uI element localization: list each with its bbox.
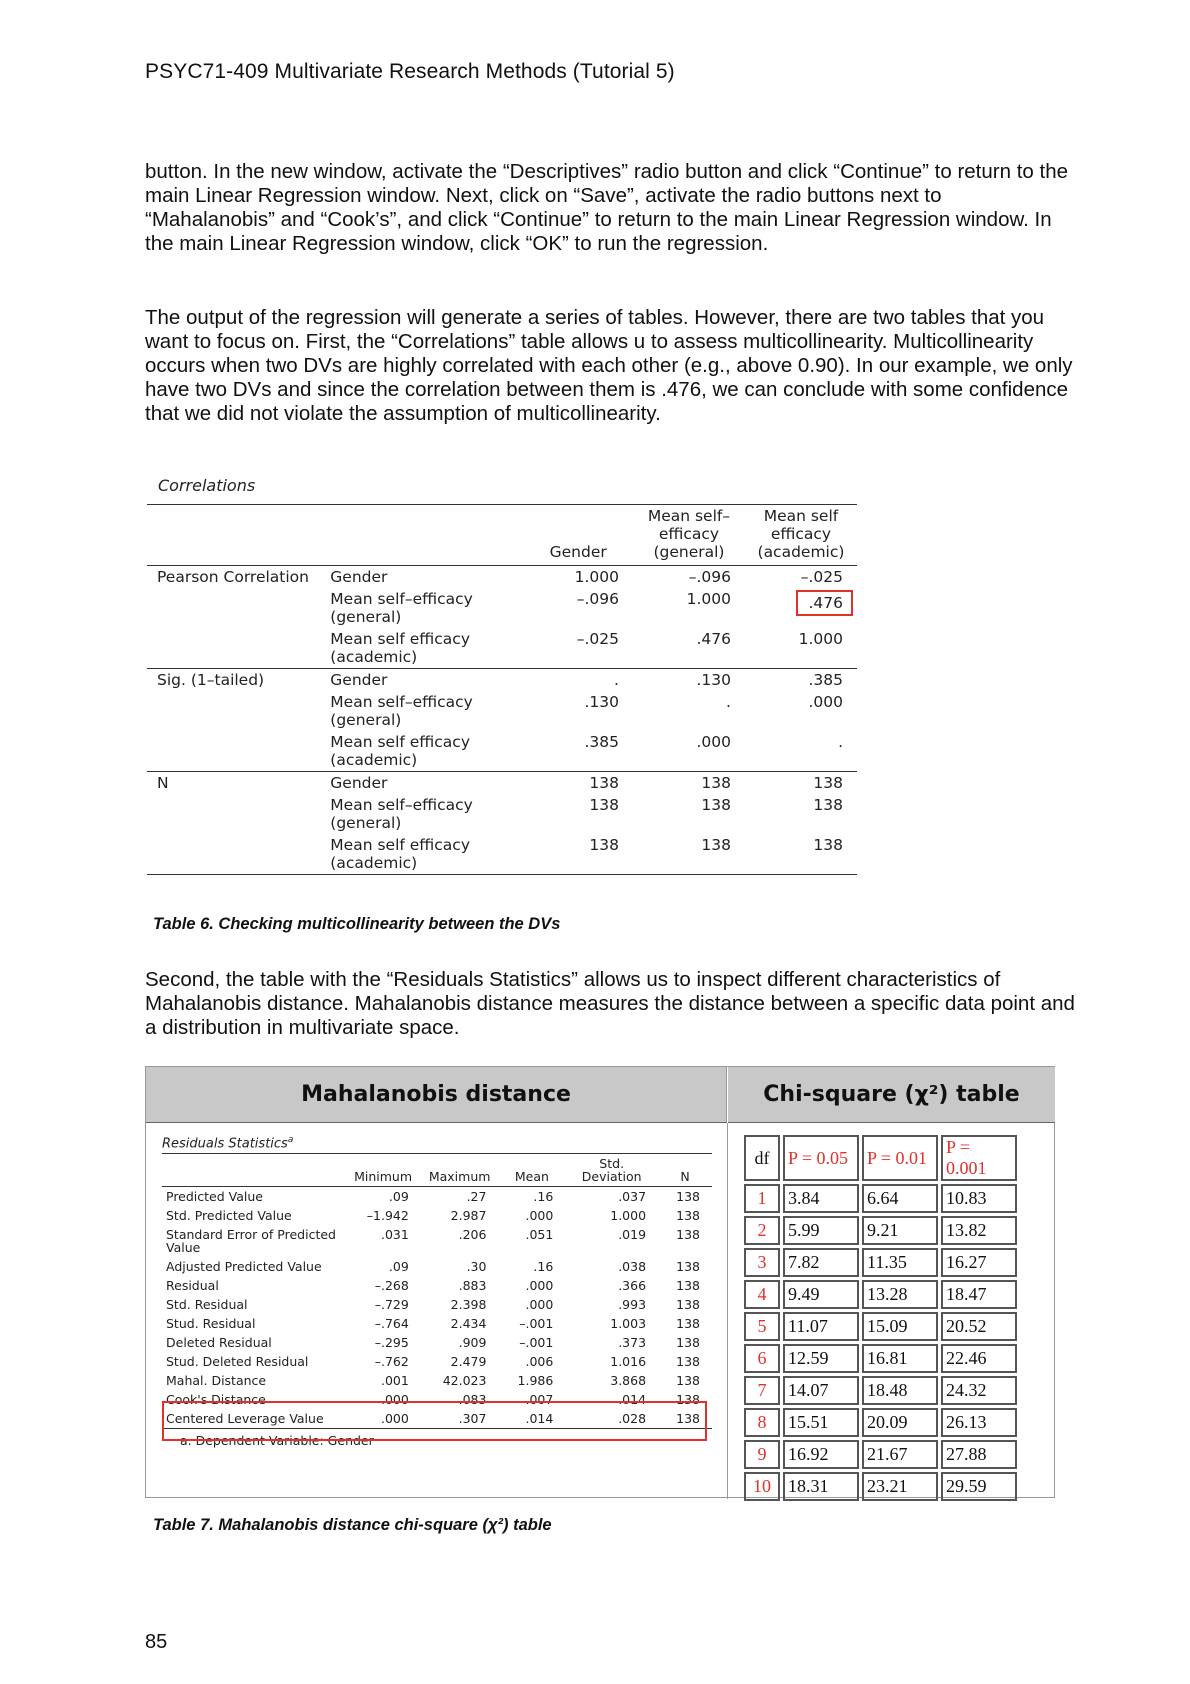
table-cell	[745, 588, 857, 628]
table-cell: –.025	[576, 630, 619, 648]
row-label: Gender	[330, 568, 388, 586]
table-cell: 1.016	[610, 1354, 647, 1369]
table-cell: 138	[813, 796, 843, 814]
table-cell: .037	[618, 1189, 647, 1204]
group-label: N	[157, 774, 169, 792]
table-row	[744, 1216, 1017, 1245]
critical-value-cell: 29.59	[941, 1472, 1017, 1501]
table-cell: 138	[676, 1335, 700, 1350]
table-cell: .000	[525, 1297, 554, 1312]
table-cell: .014	[618, 1392, 647, 1407]
table-cell: 138	[676, 1208, 700, 1223]
row-label: Mean self–efficacy (general)	[330, 796, 473, 832]
critical-value-cell: 26.13	[941, 1408, 1017, 1437]
row-label: Stud. Deleted Residual	[166, 1354, 309, 1369]
table-cell: 2.479	[450, 1354, 487, 1369]
critical-value-cell: 9.49	[783, 1280, 859, 1309]
table-cell: .130	[696, 671, 731, 689]
table-cell: 138	[701, 796, 731, 814]
critical-value-cell: 16.81	[862, 1344, 938, 1373]
col-header: N	[680, 1169, 690, 1184]
page-number: 85	[145, 1631, 168, 1653]
critical-value-cell: 24.32	[941, 1376, 1017, 1405]
df-cell: 7	[744, 1376, 780, 1405]
row-label: Std. Predicted Value	[166, 1208, 292, 1223]
table-cell: 2.398	[450, 1297, 487, 1312]
table-cell: 42.023	[442, 1373, 487, 1388]
row-label: Stud. Residual	[166, 1316, 256, 1331]
critical-value-cell: 7.82	[783, 1248, 859, 1277]
table-row	[744, 1248, 1017, 1277]
table-cell: .038	[618, 1259, 647, 1274]
table-cell: .993	[618, 1297, 647, 1312]
table-cell: –.295	[374, 1335, 409, 1350]
df-cell: 8	[744, 1408, 780, 1437]
critical-value-cell: 9.21	[862, 1216, 938, 1245]
table-row	[147, 731, 857, 772]
table-6-caption: Table 6. Checking multicollinearity between the DVs	[153, 915, 561, 933]
table-cell: .001	[380, 1373, 409, 1388]
df-cell: 4	[744, 1280, 780, 1309]
residuals-footnote: a. Dependent Variable: Gender	[180, 1433, 374, 1448]
table-cell: 138	[589, 774, 619, 792]
table-row	[744, 1440, 1017, 1469]
table-7-caption: Table 7. Mahalanobis distance chi-square (χ²) table	[153, 1516, 552, 1534]
table-row	[744, 1472, 1017, 1501]
row-label: Cook's Distance	[166, 1392, 266, 1407]
critical-value-cell: 5.99	[783, 1216, 859, 1245]
paragraph-residuals: Second, the table with the “Residuals Statistics” allows us to inspect different characteristics of Mahalanobis distance. Mahalanobis distance measures the distance between a specific data point and a distribution in multivariate space.	[145, 968, 1075, 1039]
group-label: Pearson Correlation	[157, 568, 309, 586]
table-row	[744, 1280, 1017, 1309]
group-label	[147, 691, 324, 731]
table-cell: .373	[618, 1335, 647, 1350]
row-label: Mean self efficacy (academic)	[330, 836, 470, 872]
critical-value-cell: 6.64	[862, 1184, 938, 1213]
table-row	[147, 628, 857, 669]
table-cell: .	[614, 671, 619, 689]
table-cell: 1.000	[574, 568, 619, 586]
row-label: Residual	[166, 1278, 219, 1293]
table-cell: 2.987	[450, 1208, 487, 1223]
highlighted-correlation: .476	[796, 590, 853, 616]
row-label: Gender	[330, 774, 388, 792]
table-cell: 138	[813, 774, 843, 792]
chi-header-p001: P = 0.001	[941, 1135, 1017, 1181]
table-row	[147, 772, 857, 795]
table-cell: .051	[525, 1227, 554, 1242]
row-label: Mean self–efficacy (general)	[330, 590, 473, 626]
table-cell: .476	[696, 630, 731, 648]
table-row	[162, 1295, 712, 1314]
critical-value-cell: 21.67	[862, 1440, 938, 1469]
table-row	[744, 1184, 1017, 1213]
table-cell: .30	[466, 1259, 487, 1274]
col-header: Mean self efficacy (academic)	[757, 507, 845, 561]
table-cell: .	[726, 693, 731, 711]
table-cell: –.268	[374, 1278, 409, 1293]
chisquare-heading: Chi-square (χ²) table	[728, 1067, 1055, 1123]
table-row	[162, 1257, 712, 1276]
table-cell: –.096	[576, 590, 619, 608]
mahal-cooks-highlight-box	[162, 1401, 707, 1441]
table-cell: –.764	[374, 1316, 409, 1331]
df-cell: 1	[744, 1184, 780, 1213]
row-label: Adjusted Predicted Value	[166, 1259, 322, 1274]
table-cell: 138	[676, 1189, 700, 1204]
row-label: Predicted Value	[166, 1189, 263, 1204]
table-cell: –.762	[374, 1354, 409, 1369]
table-cell: 138	[589, 836, 619, 854]
table-cell: 1.000	[610, 1208, 647, 1223]
table-cell: 138	[676, 1278, 700, 1293]
correlations-group	[147, 566, 857, 669]
critical-value-cell: 16.92	[783, 1440, 859, 1469]
correlations-title: Correlations	[158, 476, 256, 495]
group-label	[147, 628, 324, 669]
group-label: Sig. (1–tailed)	[157, 671, 265, 689]
group-label	[147, 834, 324, 875]
table-row	[147, 588, 857, 628]
row-label: Mean self–efficacy (general)	[330, 693, 473, 729]
critical-value-cell: 13.28	[862, 1280, 938, 1309]
correlations-group	[147, 772, 857, 875]
col-header: Minimum	[354, 1169, 413, 1184]
row-label: Std. Residual	[166, 1297, 248, 1312]
table-cell: .007	[525, 1392, 554, 1407]
col-header: Mean	[514, 1169, 549, 1184]
table-cell: 138	[813, 836, 843, 854]
col-header: Std. Deviation	[581, 1156, 642, 1184]
table-row	[744, 1312, 1017, 1341]
correlations-group	[147, 669, 857, 772]
table-row	[147, 566, 857, 589]
critical-value-cell: 18.31	[783, 1472, 859, 1501]
table-row	[147, 834, 857, 875]
df-cell: 6	[744, 1344, 780, 1373]
table-cell: .385	[808, 671, 843, 689]
table-cell: .028	[618, 1411, 647, 1426]
table-cell: .883	[458, 1278, 487, 1293]
critical-value-cell: 11.07	[783, 1312, 859, 1341]
table-row	[147, 691, 857, 731]
table-cell: .206	[458, 1227, 487, 1242]
table-cell: 138	[676, 1297, 700, 1312]
running-header: PSYC71-409 Multivariate Research Methods (Tutorial 5)	[145, 60, 675, 83]
critical-value-cell: 18.48	[862, 1376, 938, 1405]
table-cell: .083	[458, 1392, 487, 1407]
table-cell: 138	[701, 774, 731, 792]
table-row	[162, 1206, 712, 1225]
table-cell: 138	[676, 1373, 700, 1388]
table-row	[744, 1344, 1017, 1373]
table-cell: 138	[676, 1227, 700, 1242]
table-cell: .014	[525, 1411, 554, 1426]
table-cell: 1.000	[798, 630, 843, 648]
row-label: Mean self efficacy (academic)	[330, 733, 470, 769]
table-cell: .	[838, 733, 843, 751]
table-cell: .909	[458, 1335, 487, 1350]
table-cell: .000	[696, 733, 731, 751]
table-cell: .000	[525, 1278, 554, 1293]
table-cell: .16	[533, 1189, 554, 1204]
table-cell: .16	[533, 1259, 554, 1274]
table-row	[744, 1408, 1017, 1437]
table-row	[162, 1333, 712, 1352]
table-cell: –1.942	[366, 1208, 409, 1223]
table-cell: .000	[380, 1392, 409, 1407]
table-cell: 1.003	[610, 1316, 647, 1331]
table-cell: .019	[618, 1227, 647, 1242]
critical-value-cell: 23.21	[862, 1472, 938, 1501]
row-label: Centered Leverage Value	[166, 1411, 324, 1426]
critical-value-cell: 18.47	[941, 1280, 1017, 1309]
col-header: Gender	[549, 543, 607, 561]
table-cell: 138	[676, 1411, 700, 1426]
row-label: Deleted Residual	[166, 1335, 272, 1350]
group-label	[147, 731, 324, 772]
table-row	[147, 794, 857, 834]
table-row	[162, 1225, 712, 1257]
table-cell: –.096	[688, 568, 731, 586]
group-label	[147, 588, 324, 628]
critical-value-cell: 15.09	[862, 1312, 938, 1341]
critical-value-cell: 22.46	[941, 1344, 1017, 1373]
table-row	[162, 1371, 712, 1390]
table-cell: –.025	[800, 568, 843, 586]
table-row	[147, 669, 857, 692]
critical-value-cell: 15.51	[783, 1408, 859, 1437]
mahalanobis-heading: Mahalanobis distance	[146, 1067, 727, 1123]
df-cell: 10	[744, 1472, 780, 1501]
table-cell: 138	[676, 1354, 700, 1369]
table-row	[162, 1276, 712, 1295]
table-cell: 138	[676, 1392, 700, 1407]
table-cell: .27	[466, 1189, 487, 1204]
table-cell: .006	[525, 1354, 554, 1369]
chi-header-p05: P = 0.05	[783, 1135, 859, 1181]
chi-square-table	[741, 1132, 1020, 1504]
critical-value-cell: 10.83	[941, 1184, 1017, 1213]
table-cell: .09	[388, 1189, 409, 1204]
critical-value-cell: 12.59	[783, 1344, 859, 1373]
table-cell: 138	[676, 1316, 700, 1331]
table-cell: .130	[584, 693, 619, 711]
critical-value-cell: 20.52	[941, 1312, 1017, 1341]
paragraph-multicollinearity: The output of the regression will generate a series of tables. However, there are two tables that you want to focus on. First, the “Correlations” table allows u to assess multicollinearity. Multicollinearity occurs when two DVs are highly correlated with each other (e.g., above 0.90). In our example, we only have two DVs and since the correlation between them is .476, we can conclude with some confidence that we did not violate the assumption of multicollinearity.	[145, 306, 1073, 425]
critical-value-cell: 20.09	[862, 1408, 938, 1437]
row-label: Standard Error of Predicted Value	[166, 1227, 336, 1255]
df-cell: 2	[744, 1216, 780, 1245]
figure-mahalanobis-chisquare	[145, 1066, 1055, 1498]
table-cell: .000	[525, 1208, 554, 1223]
critical-value-cell: 3.84	[783, 1184, 859, 1213]
critical-value-cell: 14.07	[783, 1376, 859, 1405]
chi-header-p01: P = 0.01	[862, 1135, 938, 1181]
row-label: Mean self efficacy (academic)	[330, 630, 470, 666]
paragraph-instructions: button. In the new window, activate the “Descriptives” radio button and click “Continue” to return to the main Linear Regression window. Next, click on “Save”, activate the radio buttons next to “Mahalanobis” and “Cook’s”, and click “Continue” to return to the main Linear Regression window. In the main Linear Regression window, click “OK” to run the regression.	[145, 160, 1068, 255]
table-cell: .307	[458, 1411, 487, 1426]
table-cell: 3.868	[610, 1373, 647, 1388]
table-row	[162, 1187, 712, 1207]
table-cell: 1.000	[686, 590, 731, 608]
panel-divider	[727, 1123, 728, 1499]
group-label	[147, 794, 324, 834]
residuals-title: Residuals Statistics$^a$	[162, 1135, 294, 1152]
df-cell: 9	[744, 1440, 780, 1469]
table-cell: 2.434	[450, 1316, 487, 1331]
row-label: Gender	[330, 671, 388, 689]
table-row	[162, 1314, 712, 1333]
table-cell: 138	[676, 1259, 700, 1274]
table-cell: 138	[589, 796, 619, 814]
table-cell: 138	[701, 836, 731, 854]
chi-header-df: df	[744, 1135, 780, 1181]
df-cell: 5	[744, 1312, 780, 1341]
table-cell: –.001	[519, 1335, 554, 1350]
table-row	[744, 1376, 1017, 1405]
table-cell: .09	[388, 1259, 409, 1274]
table-cell: .000	[380, 1411, 409, 1426]
table-cell: .031	[380, 1227, 409, 1242]
critical-value-cell: 27.88	[941, 1440, 1017, 1469]
table-cell: .366	[618, 1278, 647, 1293]
correlations-table	[147, 476, 857, 875]
critical-value-cell: 13.82	[941, 1216, 1017, 1245]
df-cell: 3	[744, 1248, 780, 1277]
critical-value-cell: 11.35	[862, 1248, 938, 1277]
row-label: Mahal. Distance	[166, 1373, 267, 1388]
critical-value-cell: 16.27	[941, 1248, 1017, 1277]
table-cell: 1.986	[517, 1373, 554, 1388]
table-cell: –.001	[519, 1316, 554, 1331]
table-row	[162, 1352, 712, 1371]
table-cell: .385	[584, 733, 619, 751]
table-cell: .000	[808, 693, 843, 711]
table-cell: –.729	[374, 1297, 409, 1312]
col-header: Mean self–efficacy (general)	[647, 507, 731, 561]
col-header: Maximum	[428, 1169, 491, 1184]
